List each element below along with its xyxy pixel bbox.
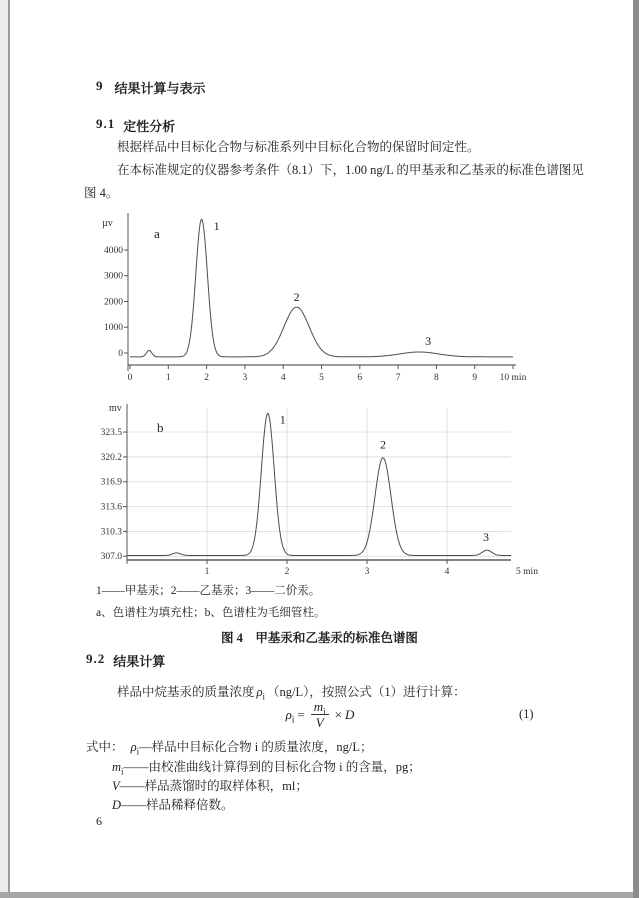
svg-text:4: 4: [444, 567, 450, 577]
section-title: 定性分析: [123, 119, 176, 134]
fraction-denominator: V: [311, 714, 329, 730]
definition-row-rho: 式中： $\rho_i—$样品中目标化合物 i 的质量浓度，ng/L；: [86, 740, 373, 757]
svg-text:307.0: 307.0: [100, 552, 122, 563]
svg-text:313.6: 313.6: [100, 502, 122, 513]
calc-text-before: 样品中烷基汞的质量浓度: [117, 685, 255, 699]
figure-legend-peaks: 1——甲基汞；2——乙基汞；3——二价汞。: [96, 585, 321, 597]
svg-text:323.5: 323.5: [100, 428, 122, 439]
chromatogram-a: [90, 208, 555, 394]
definition-row-d: D——样品稀释倍数。: [112, 798, 234, 812]
svg-text:8: 8: [434, 373, 439, 383]
page-edge-left: [0, 0, 8, 898]
svg-text:3: 3: [364, 567, 370, 577]
svg-text:6: 6: [357, 373, 363, 383]
svg-text:2: 2: [293, 290, 300, 305]
svg-text:1: 1: [204, 567, 210, 577]
section-number: 9: [96, 78, 104, 93]
svg-text:mv: mv: [109, 403, 122, 414]
svg-text:5: 5: [319, 373, 324, 383]
svg-text:2: 2: [284, 567, 290, 577]
svg-text:0: 0: [118, 348, 123, 359]
svg-text:3: 3: [483, 530, 489, 545]
svg-text:µv: µv: [102, 218, 113, 229]
svg-text:b: b: [157, 420, 164, 435]
fraction-numerator: $m_i$: [313, 699, 326, 717]
section-title: 结果计算: [113, 654, 166, 669]
page-edge-left-line: [8, 0, 10, 898]
svg-text:4: 4: [280, 373, 286, 383]
formula-fraction: [311, 700, 329, 730]
svg-text:1: 1: [279, 412, 286, 427]
section-heading-9-1: [96, 116, 175, 135]
svg-text:7: 7: [395, 373, 401, 383]
svg-text:1000: 1000: [104, 323, 123, 334]
section-number: 9.1: [96, 116, 116, 131]
page-edge-right: [633, 0, 639, 898]
svg-text:0: 0: [127, 373, 133, 383]
svg-text:10 min: 10 min: [499, 373, 527, 383]
rho-symbol: ρ: [256, 685, 263, 699]
figure-caption: 图 4 甲基汞和乙基汞的标准色谱图: [221, 631, 418, 645]
formula-1: [255, 700, 385, 730]
where-label: 式中：: [86, 740, 124, 754]
definition-row-m: $m_i——$由校准曲线计算得到的目标化合物 i 的含量，pg；: [112, 760, 421, 777]
definition-row-v: V——样品蒸馏时的取样体积，ml；: [112, 779, 308, 793]
svg-text:3: 3: [425, 333, 432, 348]
figure-legend-columns: a、色谱柱为填充柱；b、色谱柱为毛细管柱。: [96, 607, 326, 619]
paragraph-calculation: [117, 684, 466, 701]
calc-text-after: （ng/L），按照公式（1）进行计算：: [267, 685, 466, 699]
svg-text:2: 2: [380, 437, 386, 452]
section-heading-9: [96, 78, 206, 97]
svg-text:5 min: 5 min: [516, 567, 538, 577]
svg-text:2000: 2000: [104, 297, 123, 308]
page-number: 6: [96, 814, 102, 828]
paragraph-condition-line2: 图 4。: [84, 186, 119, 200]
equation-number: (1): [519, 707, 534, 721]
svg-text:1: 1: [213, 219, 220, 234]
formula-lhs: $\rho_i$: [285, 707, 295, 725]
paragraph-condition-line1: 在本标准规定的仪器参考条件（8.1）下，1.00 ng/L 的甲基汞和乙基汞的标准色谱图见: [117, 163, 584, 177]
page-edge-bottom: [0, 892, 639, 898]
svg-text:9: 9: [472, 373, 478, 383]
svg-text:3000: 3000: [104, 271, 123, 282]
svg-text:310.3: 310.3: [100, 527, 122, 538]
section-title: 结果计算与表示: [114, 81, 206, 96]
svg-text:1: 1: [165, 373, 171, 383]
svg-text:3: 3: [242, 373, 248, 383]
paragraph-qualitative: 根据样品中目标化合物与标准系列中目标化合物的保留时间定性。: [117, 140, 480, 154]
section-heading-9-2: [86, 651, 165, 670]
formula-factor: D: [345, 707, 355, 722]
svg-text:a: a: [154, 226, 160, 241]
rho-subscript: i: [262, 691, 266, 702]
times-sign: ×: [334, 707, 342, 722]
svg-text:320.2: 320.2: [100, 452, 122, 463]
equals-sign: =: [297, 707, 305, 722]
chromatogram-b: [95, 396, 560, 584]
svg-text:2: 2: [204, 373, 209, 383]
svg-text:4000: 4000: [104, 245, 123, 256]
section-number: 9.2: [86, 651, 106, 666]
svg-text:316.9: 316.9: [100, 477, 122, 488]
